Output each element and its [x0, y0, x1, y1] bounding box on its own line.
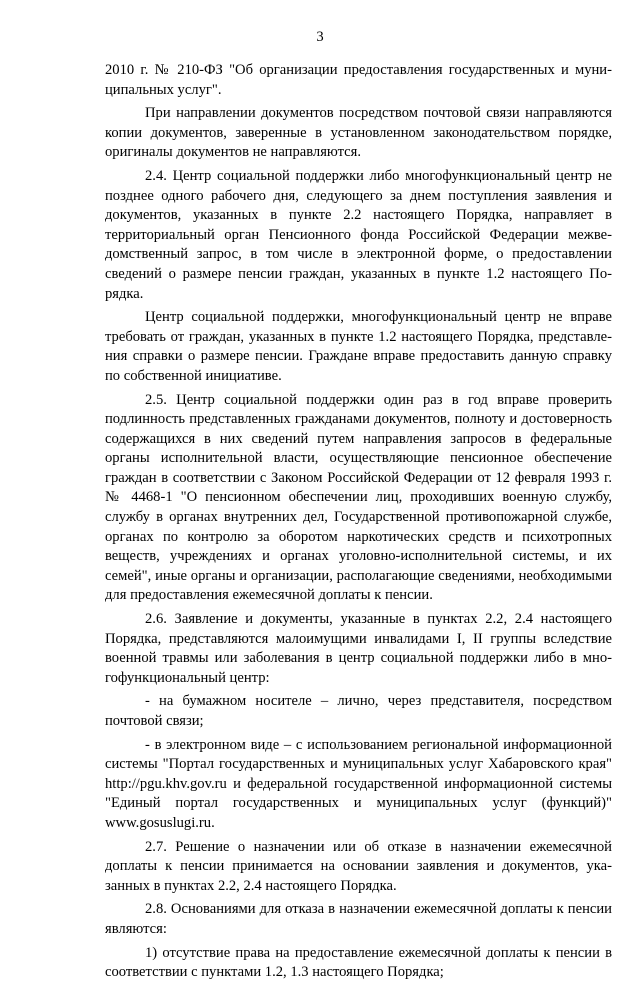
document-body — [105, 61, 612, 987]
list-item-electronic-submission: - в электронном виде – с использованием региональной информационной системы "Портал государственных и муниципальных услуг Хабаровского края" http://pgu.khv.gov.ru и федеральной государственной информационной системы "Единый портал государственных и муниципальных услуг (функций)" www.gosuslugi.ru. — [105, 736, 612, 831]
list-item-paper-submission: - на бумажном носителе – лично, через представителя, посредством почтовой связи; — [105, 693, 612, 729]
paragraph-2-5: 2.5. Центр социальной поддержки один раз в год вправе проверить подлинность представленных гражданами документов, полноту и достоверность содержащихся в них сведений путем направления запросов в федеральные органы исполнительной власти, осуществляющие пенсионное обеспечение граждан в соответствии с Законом Российской Федерации от 12 февраля 1993 г. № 4468-1 "О пенсионном обеспечении лиц, проходивших военную службу, службу в органах внутренних дел, Государственной противопожарной службе, органах по контролю за оборотом наркотических средств и психотропных веществ, учреждениях и органах уголовно-исполнительной системы, и их семей", иные органы и организации, располагающие сведениями, необходимыми для предоставления ежемесячной доплаты к пенсии. — [105, 391, 612, 604]
page-number: 3 — [316, 29, 324, 45]
paragraph-pension-certificate: Центр социальной поддержки, многофункциональный центр не вправе требовать от граждан, указанных в пункте 1.2 настоящего Порядка, представления справки о размере пенсии. Граждане вправе предоставить данную справку по собственной инициативе. — [105, 309, 612, 384]
paragraph-2-7: 2.7. Решение о назначении или об отказе в назначении ежемесячной доплаты к пенсии принимается на основании заявления и документов, указанных в пунктах 2.2, 2.4 настоящего Порядка. — [105, 838, 612, 894]
list-item-refusal-ground-1: 1) отсутствие права на предоставление ежемесячной доплаты к пенсии в соответствии с пунктами 1.2, 1.3 настоящего Порядка; — [105, 944, 612, 981]
paragraph-2-8: 2.8. Основаниями для отказа в назначении ежемесячной доплаты к пенсии являются: — [105, 901, 612, 937]
paragraph-postal-documents: При направлении документов посредством почтовой связи направляются копии документов, заверенные в установленном законодательством порядке, оригиналы документов не направляются. — [105, 105, 612, 161]
paragraph-2-4: 2.4. Центр социальной поддержки либо многофункциональный центр не позднее одного рабочего дня, следующего за днем поступления заявления и документов, указанных в пункте 2.2 настоящего Порядка, направляет в территориальный орган Пенсионного фонда Российской Федерации межведомственный запрос, в том числе в электронной форме, о предоставлении сведений о размере пенсии граждан, указанных в пункте 1.2 настоящего Порядка. — [105, 167, 612, 302]
paragraph-law-reference-continuation: 2010 г. № 210-ФЗ "Об организации предоставления государственных и муниципальных услуг". — [105, 62, 612, 98]
paragraph-2-6: 2.6. Заявление и документы, указанные в пунктах 2.2, 2.4 настоящего Порядка, представляются малоимущими инвалидами I, II группы вследствие военной травмы или заболевания в центр социальной поддержки либо в многофункциональный центр: — [105, 611, 612, 686]
